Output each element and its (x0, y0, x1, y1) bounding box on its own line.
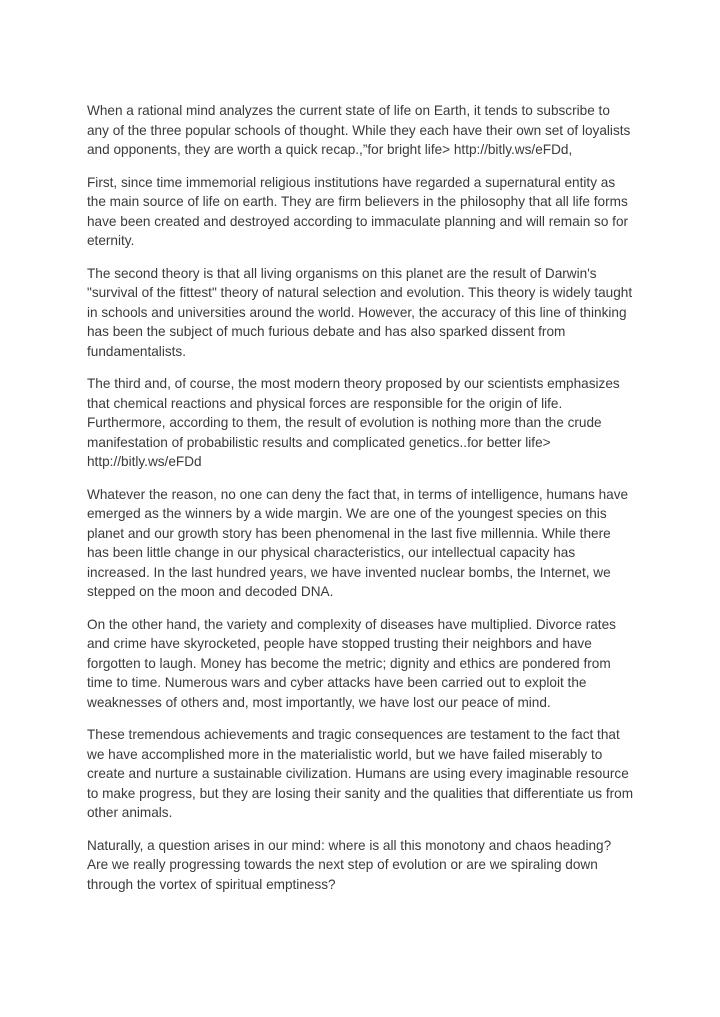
document-body (87, 101, 635, 894)
paragraph-8: Naturally, a question arises in our mind: where is all this monotony and chaos heading? Are we really progressing towards the next step of evolution or are we spiraling down through the vortex of spiritual emptiness? (87, 837, 612, 892)
paragraph-2: First, since time immemorial religious institutions have regarded a supernatural entity as the main source of life on earth. They are firm believers in the philosophy that all life forms have been created and destroyed according to immaculate planning and will remain so for eternity. (87, 174, 629, 248)
paragraph-1: When a rational mind analyzes the current state of life on Earth, it tends to subscribe to any of the three popular schools of thought. While they each have their own set of loyalists and opponents, they are worth a quick recap.,”for bright life> http://bitly.ws/eFDd, (87, 103, 631, 157)
paragraph-7: These tremendous achievements and tragic consequences are testament to the fact that we have accomplished more in the materialistic world, but we have failed miserably to create and nurture a sustainable civilization. Humans are using every imaginable resource to make progress, but they are losing their sanity and the qualities that differentiate us from other animals. (87, 727, 634, 820)
paragraph-3: The second theory is that all living organisms on this planet are the result of Darwin's "survival of the fittest" theory of natural selection and evolution. This theory is widely taught in schools and universities around the world. However, the accuracy of this line of thinking has been the subject of much furious debate and has also sparked dissent from fundamentalists. (87, 265, 633, 359)
paragraph-6: On the other hand, the variety and complexity of diseases have multiplied. Divorce rates and crime have skyrocketed, people have stopped trusting their neighbors and have forgotten to laugh. Money has become the metric; dignity and ethics are pondered from time to time. Numerous wars and cyber attacks have been carried out to exploit the weaknesses of others and, most importantly, we have lost our peace of mind. (87, 616, 616, 710)
paragraph-5: Whatever the reason, no one can deny the fact that, in terms of intelligence, humans have emerged as the winners by a wide margin. We are one of the youngest species on this planet and our growth story has been phenomenal in the last five millennia. While there has been little change in our physical characteristics, our intellectual capacity has increased. In the last hundred years, we have invented nuclear bombs, the Internet, we stepped on the moon and decoded DNA. (87, 486, 629, 599)
paragraph-4: The third and, of course, the most modern theory proposed by our scientists emphasizes that chemical reactions and physical forces are responsible for the origin of life. Furthermore, according to them, the result of evolution is nothing more than the crude manifestation of probabilistic results and complicated genetics..for better life> http://bitly.ws/eFDd (87, 376, 620, 469)
